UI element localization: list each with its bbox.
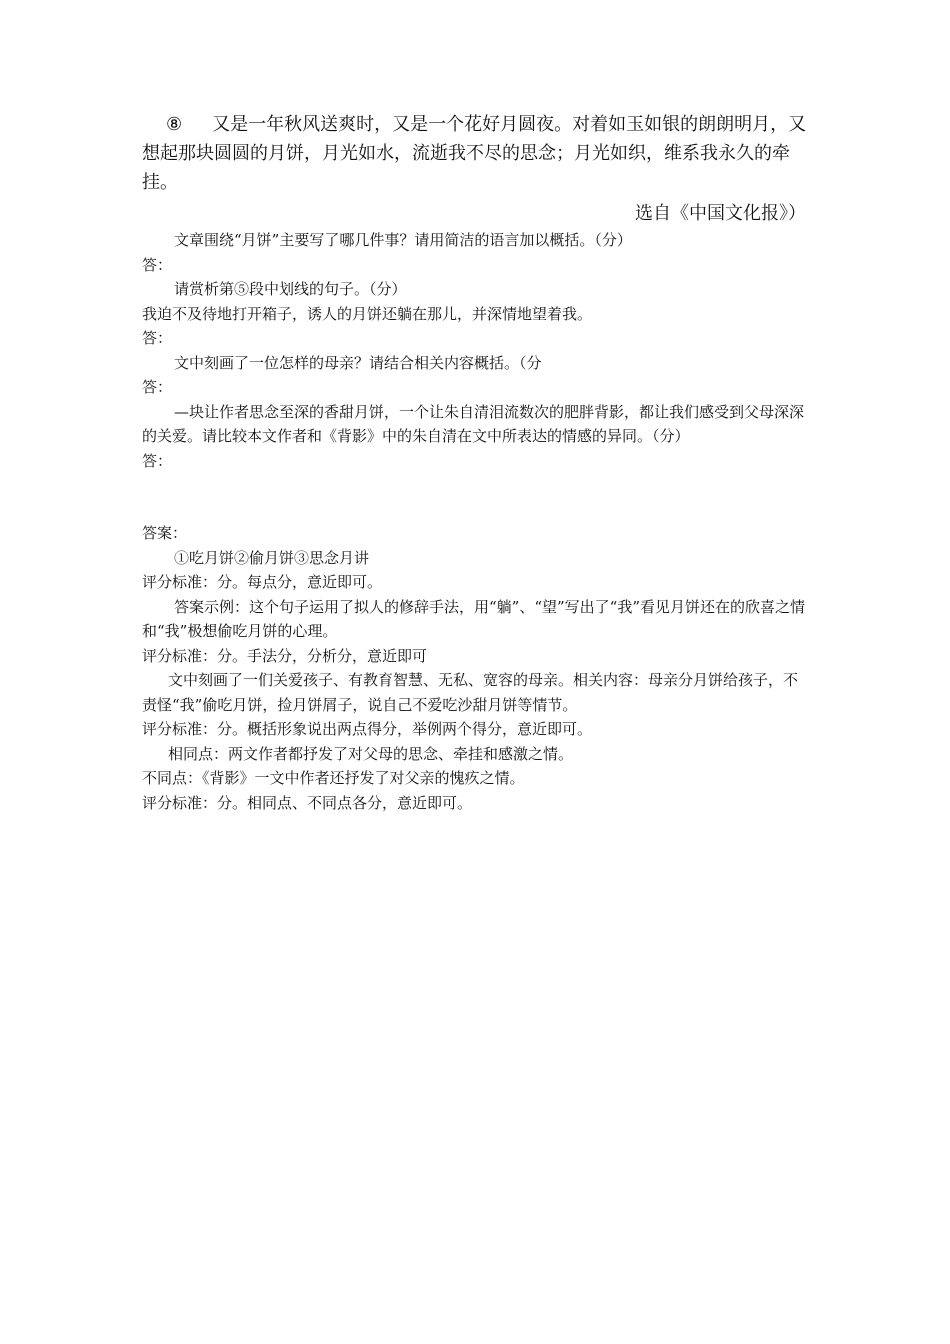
spacer (142, 473, 810, 521)
question-3: 文中刻画了一位怎样的母亲？请结合相关内容概括。（分 (174, 353, 542, 372)
answer-2-criteria: 评分标准：分。手法分，分析分，意近即可 (142, 646, 428, 665)
answer-4-same: 相同点：两文作者都抒发了对父母的思念、牵挂和感激之情。 (168, 744, 574, 763)
question-2-answer-label: 答： (142, 329, 173, 347)
passage-paragraph-8 (142, 110, 810, 197)
question-3-answer-label: 答： (142, 378, 173, 396)
question-2-sentence: 我迫不及待地打开箱子，诱人的月饼还躺在那儿，并深情地望着我。 (142, 304, 593, 323)
question-4: —块让作者思念至深的香甜月饼，一个让朱自清泪流数次的肥胖背影，都让我们感受到父母深深的关爱。请比较本文作者和《背影》中的朱自清在文中所表达的情感的异同。（分） (142, 402, 805, 445)
answer-3-criteria: 评分标准：分。概括形象说出两点得分，举例两个得分，意近即可。 (142, 720, 593, 738)
question-4-answer-label: 答： (142, 451, 173, 470)
answer-2: 答案示例：这个句子运用了拟人的修辞手法，用“躺”、“望”写出了“我”看见月饼还在的欣喜之情和“我”极想偷吃月饼的心理。 (142, 597, 806, 640)
answer-4-criteria: 评分标准：分。相同点、不同点各分，意近即可。 (142, 793, 473, 812)
answer-1-criteria: 评分标准：分。每点分，意近即可。 (142, 573, 383, 591)
document-page (142, 110, 810, 815)
passage-source: 选自《中国文化报》） (635, 203, 806, 224)
answer-3: 文中刻画了一们关爱孩子、有教育智慧、无私、宽容的母亲。相关内容：母亲分月饼给孩子，不责怪“我”偷吃月饼，捡月饼屑子，说自己不爱吃沙甜月饼等情节。 (142, 671, 799, 714)
question-1: 文章围绕“月饼”主要写了哪几件事？请用简洁的语言加以概括。（分） (174, 231, 632, 249)
answers-heading: 答案： (142, 524, 188, 542)
question-2: 请赏析第⑤段中划线的句子。（分） (174, 280, 407, 298)
question-1-answer-label: 答： (142, 255, 173, 274)
paragraph-8-text: 又是一年秋风送爽时，又是一个花好月圆夜。对着如玉如银的朗朗明月，又想起那块圆圆的月饼，月光如水，流逝我不尽的思念；月光如织，维系我永久的牵挂。 (142, 114, 807, 193)
paragraph-number: ⑧ (166, 114, 183, 135)
answer-1: ①吃月饼②偷月饼③思念月讲 (174, 548, 370, 567)
answer-4-diff: 不同点：《背影》一文中作者还抒发了对父亲的愧疚之情。 (142, 769, 525, 787)
